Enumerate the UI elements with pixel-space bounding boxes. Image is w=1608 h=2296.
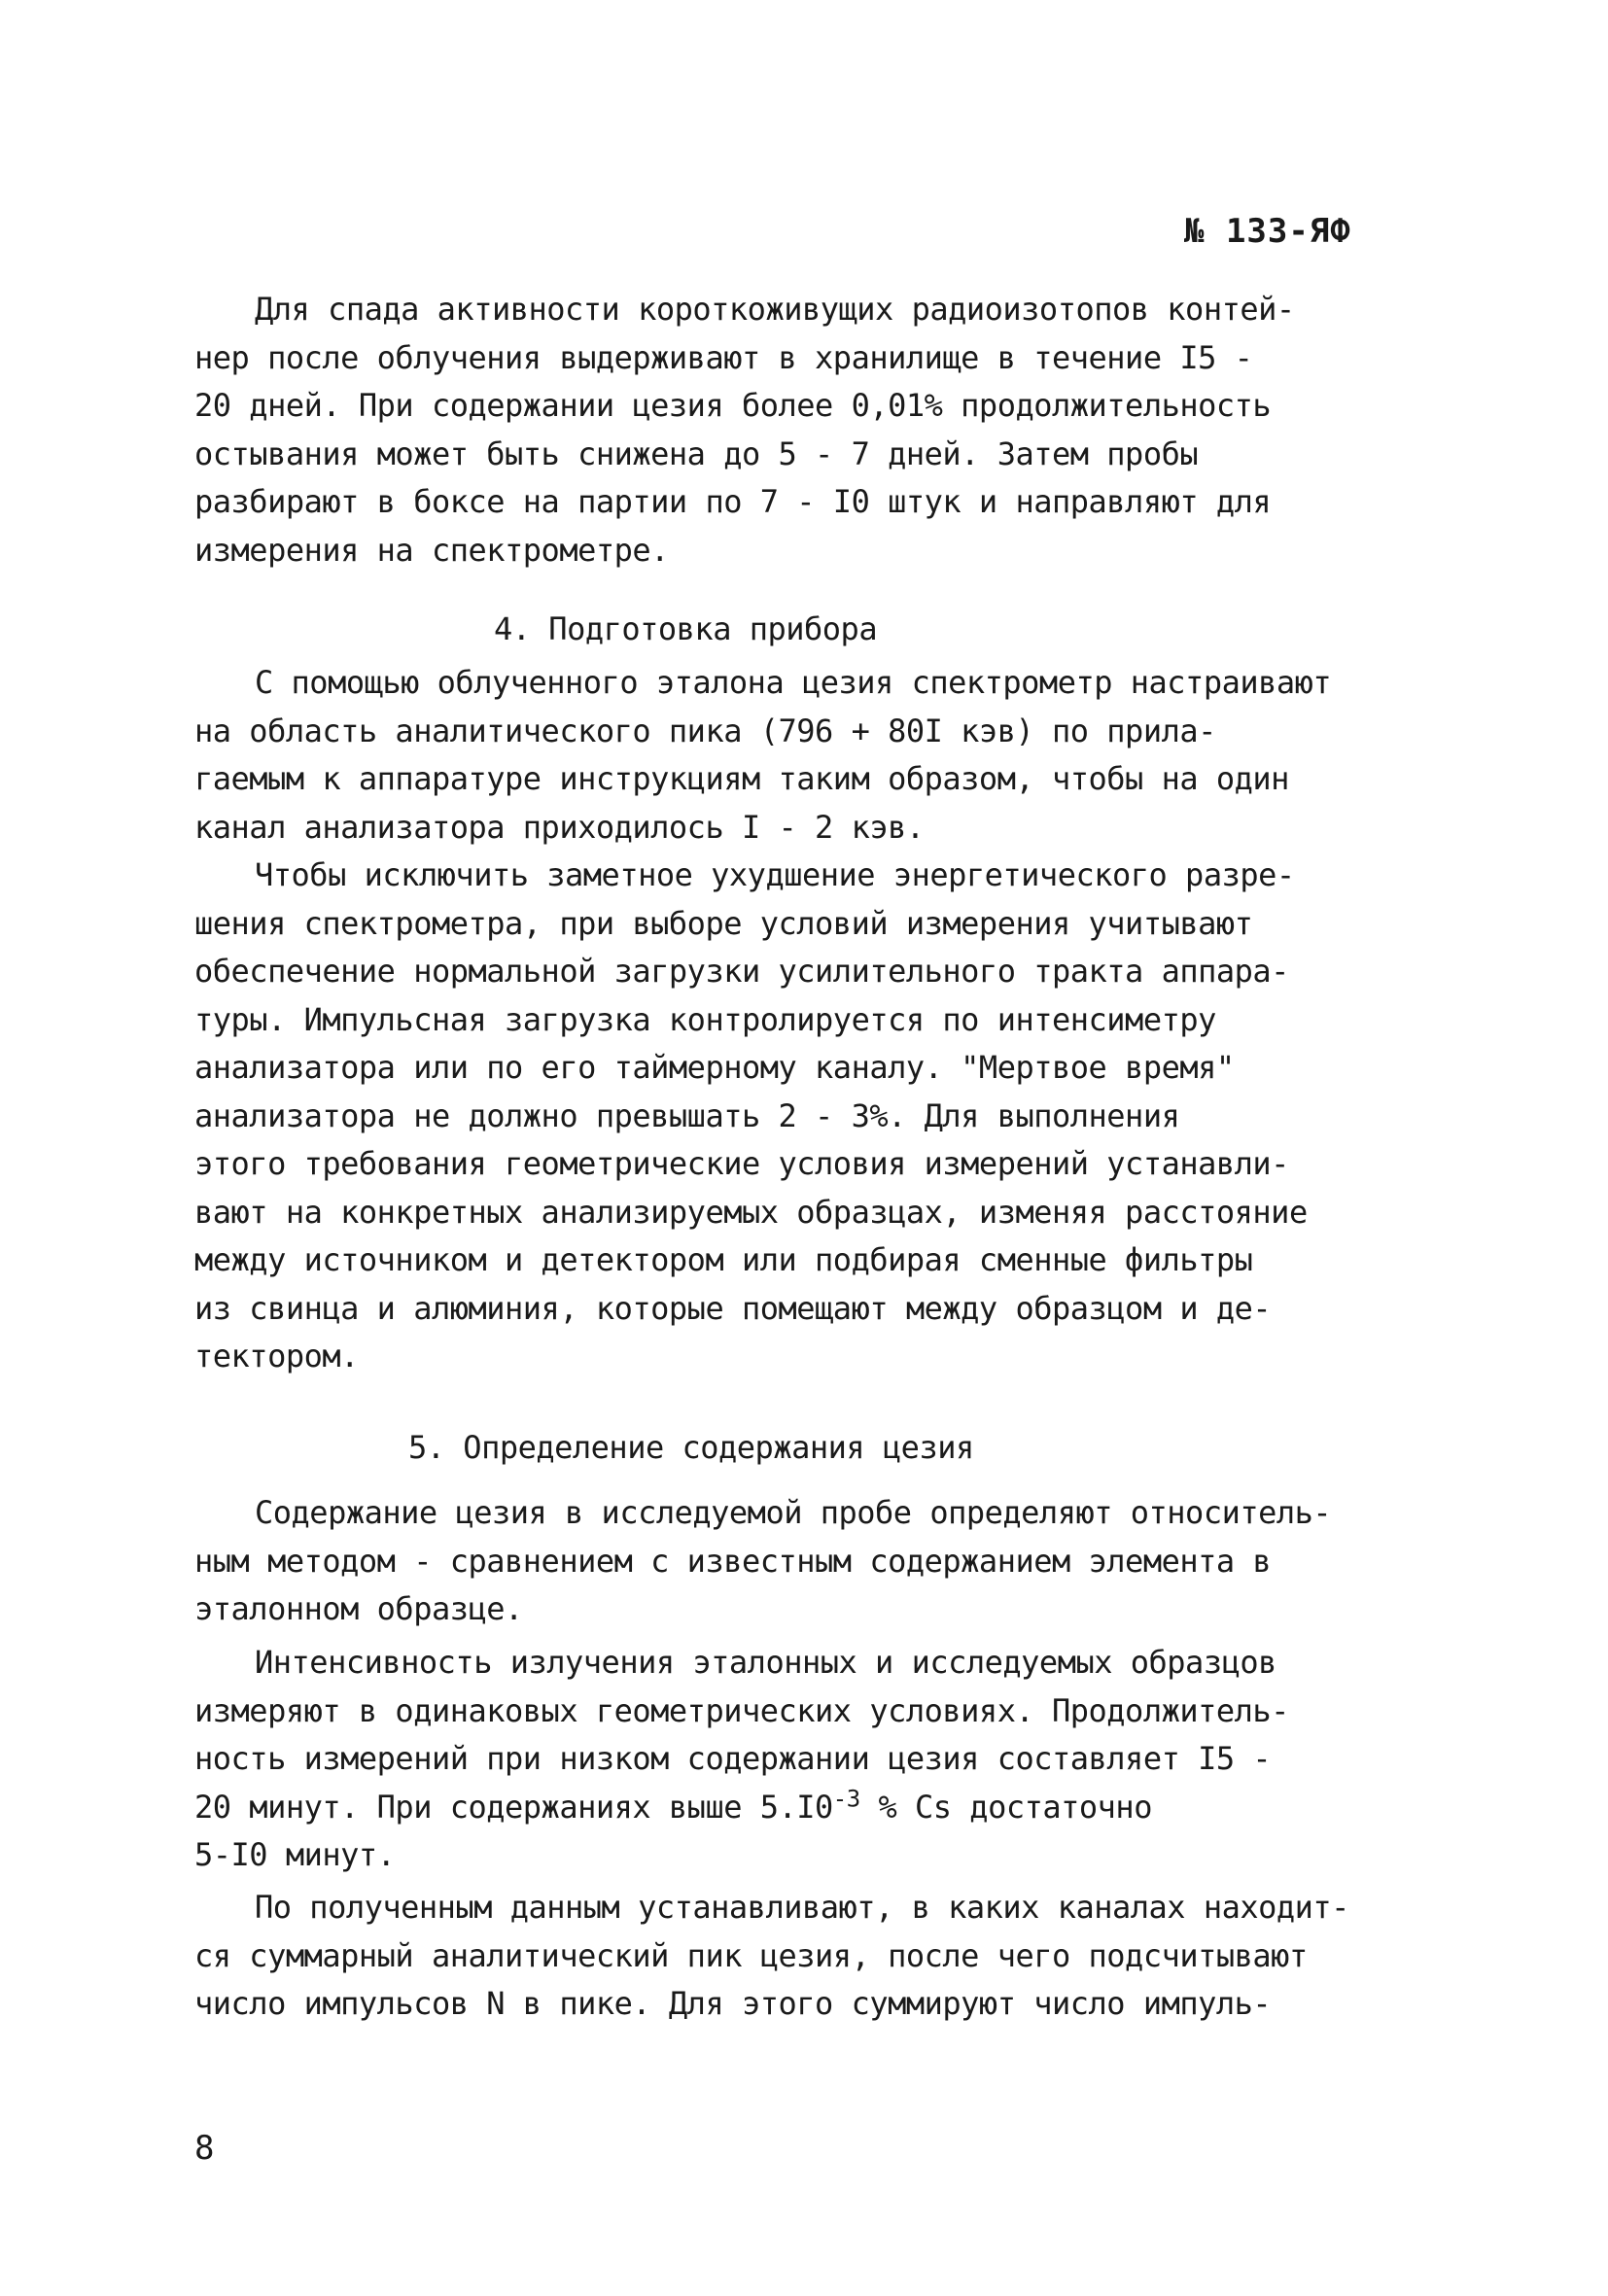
page-number: 8 xyxy=(194,2129,215,2168)
text-line: измерения на спектрометре. xyxy=(194,531,669,569)
text-line: канал анализатора приходилось I - 2 кэв. xyxy=(194,808,925,846)
text-line: По полученным данным устанавливают, в каких каналах находит- xyxy=(255,1889,1349,1926)
text-line: ным методом - сравнением с известным содержанием элемента в xyxy=(194,1542,1272,1580)
paragraph-method xyxy=(194,1489,1429,1634)
text-line: анализатора не должно превышать 2 - 3%. Для выполнения xyxy=(194,1096,1180,1134)
section-heading-5: 5. Определение содержания цезия xyxy=(408,1429,974,1466)
document-number: № 133-ЯФ xyxy=(1184,212,1351,251)
text-line: шения спектрометра, при выборе условий измерения учитывают xyxy=(194,904,1253,942)
text-fragment: 20 минут. При содержаниях выше 5.I0 xyxy=(194,1788,833,1826)
paragraph-resolution xyxy=(194,852,1429,1381)
exponent: -3 xyxy=(832,1784,860,1812)
text-line-with-exponent xyxy=(194,1784,1429,1832)
text-line: остывания может быть снижена до 5 - 7 дней. Затем пробы xyxy=(194,435,1199,472)
text-line: эталонном образце. xyxy=(194,1590,523,1627)
text-line: ность измерений при низком содержании цезия составляет I5 - xyxy=(194,1740,1272,1777)
text-line: Для спада активности короткоживущих радиоизотопов контей- xyxy=(255,291,1295,328)
text-line: этого требования геометрические условия измерений устанавли- xyxy=(194,1145,1289,1182)
text-line: туры. Импульсная загрузка контролируется по интенсиметру xyxy=(194,1000,1216,1038)
text-line: анализатора или по его таймерному каналу. "Мертвое время" xyxy=(194,1049,1235,1086)
section-heading-4: 4. Подготовка прибора xyxy=(494,610,878,647)
text-line: 5-I0 минут. xyxy=(194,1836,396,1873)
text-line: гаемым к аппаратуре инструкциям таким образом, чтобы на один xyxy=(194,760,1289,797)
text-line: тектором. xyxy=(194,1338,359,1374)
text-line: С помощью облученного эталона цезия спектрометр настраивают xyxy=(255,664,1332,701)
text-line: обеспечение нормальной загрузки усилительного тракта аппара- xyxy=(194,953,1289,990)
text-line: Содержание цезия в исследуемой пробе определяют относитель- xyxy=(255,1494,1332,1531)
paragraph-peak xyxy=(194,1884,1429,2029)
text-line: вают на конкретных анализируемых образцах, изменяя расстояние xyxy=(194,1193,1308,1231)
paragraph-intensity xyxy=(194,1639,1429,1880)
text-line: число импульсов N в пике. Для этого суммируют число импуль- xyxy=(194,1985,1272,2022)
text-line: разбирают в боксе на партии по 7 - I0 штук и направляют для xyxy=(194,483,1272,520)
text-line: Чтобы исключить заметное ухудшение энергетического разре- xyxy=(255,856,1295,893)
paragraph-setup xyxy=(194,659,1429,852)
text-line: измеряют в одинаковых геометрических условиях. Продолжитель- xyxy=(194,1691,1289,1729)
text-line: Интенсивность излучения эталонных и исследуемых образцов xyxy=(255,1644,1276,1681)
paragraph-cooling xyxy=(194,286,1429,574)
text-line: 20 дней. При содержании цезия более 0,01% продолжительность xyxy=(194,387,1272,424)
text-line: из свинца и алюминия, которые помещают между образцом и де- xyxy=(194,1289,1272,1327)
text-line: нер после облучения выдерживают в хранилище в течение I5 - xyxy=(194,338,1253,376)
text-line: на область аналитического пика (796 + 80I кэв) по прила- xyxy=(194,712,1216,749)
text-fragment: % Cs достаточно xyxy=(859,1788,1152,1826)
text-line: между источником и детектором или подбирая сменные фильтры xyxy=(194,1241,1253,1278)
text-line: ся суммарный аналитический пик цезия, после чего подсчитывают xyxy=(194,1936,1308,1974)
